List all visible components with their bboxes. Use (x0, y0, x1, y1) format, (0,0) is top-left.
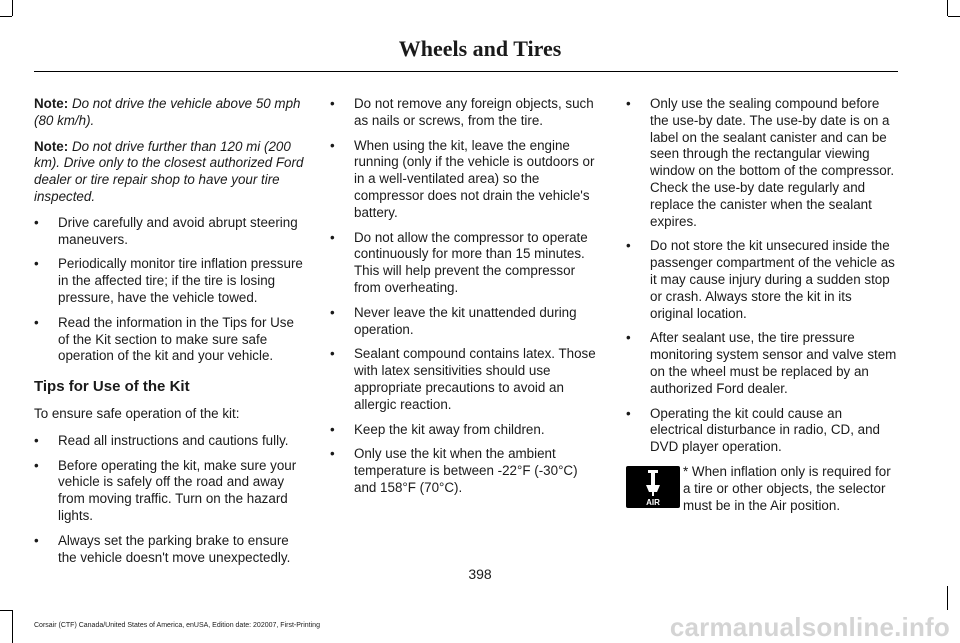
crop-mark (12, 0, 13, 16)
list-item: • Only use the sealing compound before the use-by date. The use-by date is on a label on the sealant canister and can be seen through the rectangular viewing window on the bottom of the compressor. Check the use-by date regularly and replace the canister when the sealant expires. (626, 96, 898, 230)
list-item: • Drive carefully and avoid abrupt steering maneuvers. (34, 215, 306, 249)
note-label: Note: (34, 138, 69, 154)
air-mode-note (626, 464, 898, 514)
list-item: • When using the kit, leave the engine running (only if the vehicle is outdoors or in a well-ventilated area) so the compressor does not drain the vehicle's battery. (330, 138, 602, 222)
air-icon-label: AIR (646, 497, 660, 507)
list-item: • Do not remove any foreign objects, such as nails or screws, from the tire. (330, 96, 602, 130)
bullet-list (626, 96, 898, 456)
list-item: • Read the information in the Tips for Use of the Kit section to make sure safe operation of the kit and your vehicle. (34, 315, 306, 365)
list-item: • Only use the kit when the ambient temperature is between -22°F (-30°C) and 158°F (70°C). (330, 446, 602, 496)
section-heading: Tips for Use of the Kit (34, 378, 190, 396)
bullet-list (34, 215, 306, 365)
note-text: Do not drive further than 120 mi (200 km). Drive only to the closest authorized Ford dealer or tire repair shop to have your tire inspected. (34, 138, 304, 204)
list-item: • Operating the kit could cause an electrical disturbance in radio, CD, and DVD player operation. (626, 406, 898, 456)
page-number: 398 (468, 566, 492, 582)
bullet-list (34, 433, 306, 567)
crop-mark (947, 586, 948, 610)
list-item: • After sealant use, the tire pressure monitoring system sensor and valve stem on the wheel must be replaced by an authorized Ford dealer. (626, 330, 898, 397)
list-item: • Never leave the kit unattended during operation. (330, 305, 602, 339)
page-title: Wheels and Tires (398, 36, 562, 61)
bullet-list (330, 96, 602, 497)
list-item: • Sealant compound contains latex. Those with latex sensitivities should use appropriate precautions to avoid an allergic reaction. (330, 346, 602, 413)
list-item: • Always set the parking brake to ensure the vehicle doesn't move unexpectedly. (34, 533, 306, 567)
air-note-text: * When inflation only is required for a tire or other objects, the selector must be in the Air position. (683, 463, 891, 513)
note-distance (34, 139, 306, 206)
crop-mark (948, 16, 960, 17)
column-2 (330, 96, 602, 505)
note-speed (34, 96, 306, 130)
edition-footer: Corsair (CTF) Canada/United States of America, enUSA, Edition date: 202007, First-Printing (34, 622, 320, 629)
list-item: • Periodically monitor tire inflation pressure in the affected tire; if the tire is losing pressure, have the vehicle towed. (34, 256, 306, 306)
column-1 (34, 96, 306, 574)
intro-text: To ensure safe operation of the kit: (34, 405, 240, 421)
note-text: Do not drive the vehicle above 50 mph (80 km/h). (34, 96, 301, 128)
header-divider (34, 71, 898, 72)
list-item: • Do not allow the compressor to operate continuously for more than 15 minutes. This will help prevent the compressor from overheating. (330, 230, 602, 297)
list-item: • Keep the kit away from children. (330, 422, 602, 439)
list-item: • Do not store the kit unsecured inside the passenger compartment of the vehicle as it may cause injury during a sudden stop or crash. Always store the kit in its original location. (626, 238, 898, 322)
list-item: • Read all instructions and cautions fully. (34, 433, 306, 450)
note-label: Note: (34, 96, 69, 111)
crop-mark (0, 16, 12, 17)
crop-mark (12, 610, 13, 643)
list-item: • Before operating the kit, make sure your vehicle is safely off the road and away from moving traffic. Turn on the hazard lights. (34, 458, 306, 525)
watermark: carmanualsonline.info (669, 612, 950, 642)
column-3 (626, 96, 898, 514)
crop-mark (947, 0, 948, 16)
crop-mark (0, 610, 12, 611)
air-pump-icon (626, 466, 680, 508)
air-pump-icon (626, 466, 680, 508)
